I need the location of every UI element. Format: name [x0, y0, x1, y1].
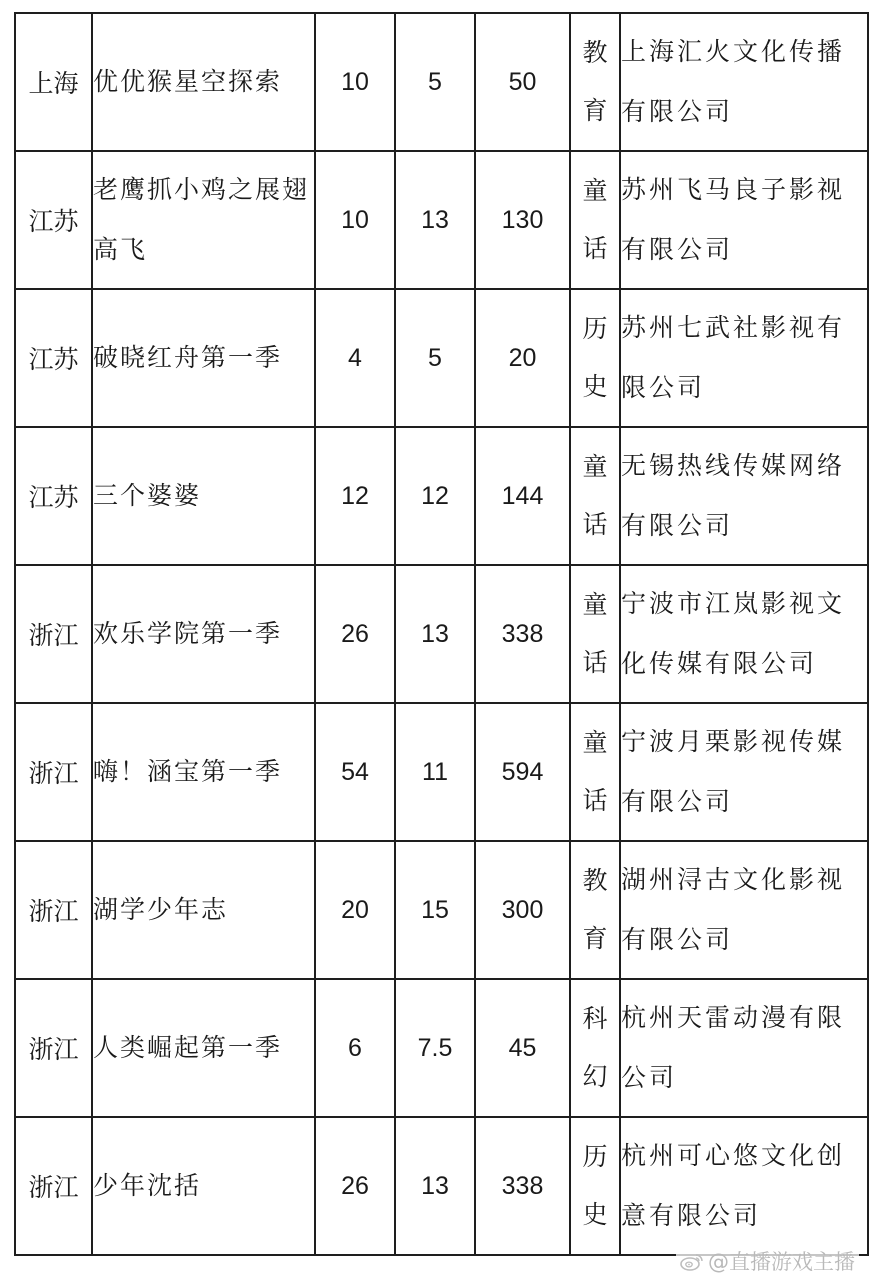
total-minutes-cell: 338 [475, 1117, 570, 1255]
genre-cell [570, 1117, 620, 1255]
total-minutes-cell: 594 [475, 703, 570, 841]
minutes-cell: 13 [395, 1117, 475, 1255]
table-row [15, 151, 868, 289]
genre-text: 历史 [582, 314, 608, 401]
episodes-cell: 10 [315, 13, 395, 151]
minutes-cell: 15 [395, 841, 475, 979]
episodes-cell: 10 [315, 151, 395, 289]
genre-text: 童话 [582, 728, 608, 815]
table-row [15, 427, 868, 565]
total-minutes-cell: 45 [475, 979, 570, 1117]
title-cell: 人类崛起第一季 [92, 979, 315, 1117]
total-minutes-cell: 300 [475, 841, 570, 979]
total-minutes-cell: 144 [475, 427, 570, 565]
episodes-cell: 26 [315, 1117, 395, 1255]
watermark-text: @直播游戏主播 [708, 1250, 855, 1274]
company-cell: 杭州可心悠文化创意有限公司 [620, 1117, 868, 1255]
title-cell: 少年沈括 [92, 1117, 315, 1255]
total-minutes-cell: 130 [475, 151, 570, 289]
minutes-cell: 13 [395, 565, 475, 703]
genre-text: 童话 [582, 452, 608, 539]
weibo-icon [680, 1252, 704, 1270]
genre-cell [570, 565, 620, 703]
genre-cell [570, 841, 620, 979]
minutes-cell: 5 [395, 13, 475, 151]
episodes-cell: 26 [315, 565, 395, 703]
table-row [15, 289, 868, 427]
genre-cell [570, 427, 620, 565]
genre-text: 教育 [582, 866, 608, 953]
genre-cell [570, 13, 620, 151]
minutes-cell: 11 [395, 703, 475, 841]
region-cell: 浙江 [15, 841, 92, 979]
table-row [15, 13, 868, 151]
genre-text: 科幻 [582, 1004, 608, 1091]
genre-text: 历史 [582, 1142, 608, 1229]
table-row [15, 703, 868, 841]
title-cell: 三个婆婆 [92, 427, 315, 565]
region-cell: 浙江 [15, 565, 92, 703]
episodes-cell: 4 [315, 289, 395, 427]
genre-text: 教育 [582, 38, 608, 125]
company-cell: 杭州天雷动漫有限公司 [620, 979, 868, 1117]
minutes-cell: 13 [395, 151, 475, 289]
title-cell: 欢乐学院第一季 [92, 565, 315, 703]
genre-cell [570, 703, 620, 841]
company-cell: 宁波月栗影视传媒有限公司 [620, 703, 868, 841]
table-row [15, 841, 868, 979]
genre-text: 童话 [582, 590, 608, 677]
minutes-cell: 5 [395, 289, 475, 427]
total-minutes-cell: 338 [475, 565, 570, 703]
region-cell: 江苏 [15, 151, 92, 289]
title-cell: 破晓红舟第一季 [92, 289, 315, 427]
title-cell: 老鹰抓小鸡之展翅高飞 [92, 151, 315, 289]
company-cell: 苏州七武社影视有限公司 [620, 289, 868, 427]
region-cell: 浙江 [15, 703, 92, 841]
company-cell: 无锡热线传媒网络有限公司 [620, 427, 868, 565]
table-body [15, 13, 868, 1255]
region-cell: 浙江 [15, 1117, 92, 1255]
table-row [15, 565, 868, 703]
genre-cell [570, 151, 620, 289]
episodes-cell: 20 [315, 841, 395, 979]
episodes-cell: 12 [315, 427, 395, 565]
region-cell: 江苏 [15, 427, 92, 565]
company-cell: 苏州飞马良子影视有限公司 [620, 151, 868, 289]
region-cell: 江苏 [15, 289, 92, 427]
company-cell: 湖州浔古文化影视有限公司 [620, 841, 868, 979]
total-minutes-cell: 20 [475, 289, 570, 427]
company-cell: 上海汇火文化传播有限公司 [620, 13, 868, 151]
region-cell: 浙江 [15, 979, 92, 1117]
minutes-cell: 12 [395, 427, 475, 565]
genre-cell [570, 979, 620, 1117]
title-cell: 嗨！涵宝第一季 [92, 703, 315, 841]
episodes-cell: 54 [315, 703, 395, 841]
episodes-cell: 6 [315, 979, 395, 1117]
table-row [15, 979, 868, 1117]
total-minutes-cell: 50 [475, 13, 570, 151]
table-row [15, 1117, 868, 1255]
title-cell: 优优猴星空探索 [92, 13, 315, 151]
title-cell: 湖学少年志 [92, 841, 315, 979]
watermark [676, 1246, 859, 1276]
genre-cell [570, 289, 620, 427]
minutes-cell: 7.5 [395, 979, 475, 1117]
region-cell: 上海 [15, 13, 92, 151]
genre-text: 童话 [582, 176, 608, 263]
company-cell: 宁波市江岚影视文化传媒有限公司 [620, 565, 868, 703]
animation-listing-table [14, 12, 869, 1256]
